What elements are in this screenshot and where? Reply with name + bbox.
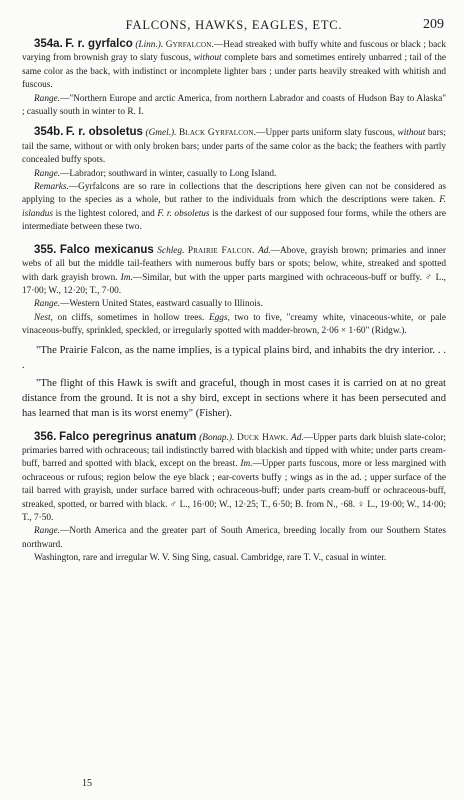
emphasis: F. r. obsoletus (157, 208, 210, 219)
remarks-text: is the darkest of our supposed four forms, while the others are intermediate between these two. (22, 208, 446, 233)
nest (22, 312, 446, 339)
common-name: Black Gyrfalcon. (178, 128, 257, 139)
description-text: —Head streaked with buffy white and fuscous or black ; back varying from brownish gray to slaty fuscous, (22, 40, 446, 64)
quote-paragraph: "The Prairie Falcon, as the name implies, is a typical plains bird, and inhabits the dry interior. . . . (22, 344, 446, 371)
entry-356 (22, 431, 446, 566)
entry-354b (22, 126, 446, 234)
local-records: Washington, rare and irregular W. V. Sing Sing, casual. Cambridge, rare T. V., casual in winter. (34, 553, 387, 564)
description-text: —Upper parts uniform slaty fuscous, (256, 128, 398, 139)
emphasis: without (193, 53, 222, 64)
species-name: Falco peregrinus anatum (59, 430, 197, 443)
range (22, 298, 446, 311)
range (22, 168, 446, 181)
description-text: —Above, grayish brown; primaries and inner webs of all but the middle tail-feathers with numerous buffy bars or spots; below, white, streaked and spotted with dark grayish brown. (22, 245, 447, 283)
species-authority: (Linn.). (135, 40, 164, 50)
quote-paragraph: "The flight of this Hawk is swift and graceful, though in most cases it is carried on at no great distance from the ground. It is not a shy bird, except in sections where it has been persecuted and has learned that man is its worst enemy" (Fisher). (22, 377, 446, 420)
emphasis: without (397, 128, 426, 139)
range-label: Range. (34, 526, 61, 537)
adult-label: Ad. (258, 245, 271, 256)
eggs-text: two to five, "creamy white, vinaceous-white, or pale vinaceous-buffy, sprinkled, speckled, or irregularly spotted with madder-brown, 2·06 × 1·60" (Ridgw.). (22, 312, 446, 337)
remarks-label: Remarks. (34, 182, 69, 193)
common-name: Gyrfalcon. (165, 40, 214, 50)
range-text: —Western United States, eastward casually to Illinois. (60, 299, 263, 310)
species-number: 354b. (34, 126, 64, 139)
range-label: Range. (34, 168, 61, 179)
range (22, 525, 446, 552)
description-text: —Similar, but with the upper parts margined with ochraceous-buff or buffy. ♂ L., 17·00; W., 12·20; T., 7·00. (22, 272, 447, 296)
page-header (22, 14, 446, 38)
range-label: Range. (34, 93, 61, 104)
remarks (22, 181, 446, 235)
description-text: —Upper parts fuscous, more or less margined with ochraceous or rufous; region below the eye black ; ear-coverts buffy ; wings as in the ad. ; upper surface of the tail barred with grayish, under surface barred with ochraceous-buff; under parts cream-buff or ochraceous-buff, streaked, spotted, or barred with black. ♂ L., 16·00; W., 12·25; T., 6·50; B. from N., ·68. ♀ L., 19·00; W., 14·00; T., 7·50. (22, 459, 446, 523)
species-number: 355. (34, 243, 57, 256)
description (22, 431, 446, 526)
species-authority: Schleg. (157, 245, 185, 256)
species-name: F. r. obsoletus (65, 126, 143, 139)
description (22, 244, 446, 299)
eggs-label: Eggs, (208, 312, 230, 323)
quotation (22, 343, 446, 422)
running-head: FALCONS, HAWKS, EAGLES, ETC. (125, 18, 343, 32)
species-authority: (Gmel.). (145, 128, 177, 139)
printer-signature: 15 (82, 778, 92, 789)
immature-label: Im. (240, 459, 253, 470)
description (22, 38, 446, 93)
species-number: 356. (34, 430, 57, 443)
species-number: 354a. (34, 38, 63, 50)
immature-label: Im. (120, 272, 133, 283)
range-text: —North America and the greater part of South America, breeding locally from our Southern States northward. (22, 526, 446, 550)
entry-355 (22, 244, 446, 422)
range-text: —"Northern Europe and arctic America, from northern Labrador and coasts of Hudson Bay to Alaska" ; casually south in winter to R. I. (22, 93, 446, 118)
description-text: —Upper parts dark bluish slate-color; primaries barred with ochraceous; tail indistinctly barred with blackish and tipped with white; under parts cream-buff, barred and spotted with black, except on the breast. (22, 432, 447, 470)
nest-label: Nest, (34, 312, 53, 323)
remarks-text: is the lightest colored, and (53, 208, 158, 219)
species-name: F. r. gyrfalco (65, 38, 133, 50)
species-authority: (Bonap.). (199, 432, 235, 443)
description (22, 126, 446, 167)
common-name: Duck Hawk. (236, 432, 289, 443)
description-text: bars; tail the same, without or with only broken bars; under parts of the same color as the back; the feathers with partly concealed buffy spots. (22, 128, 446, 166)
nest-text: on cliffs, sometimes in hollow trees. (52, 312, 209, 323)
range-text: —Labrador; southward in winter, casually to Long Island. (60, 168, 277, 179)
description-text: complete bars and sometimes entirely unbarred ; tail of the same color as the back, with indistinct or incomplete lighter bars ; under parts heavily streaked with whitish and fuscous. (22, 53, 446, 91)
entry-354a (22, 38, 446, 119)
species-name: Falco mexicanus (59, 243, 154, 256)
remarks-text: —Gyrfalcons are so rare in collections that the descriptions here given can not be considered as applying to the species as a whole, but rather to the individuals from which the descriptions were taken. (22, 182, 446, 206)
emphasis: F. islandus (22, 195, 446, 219)
adult-label: Ad. (291, 432, 304, 443)
page-number: 209 (423, 17, 444, 32)
range-label: Range. (34, 299, 61, 310)
common-name: Prairie Falcon. (187, 245, 255, 256)
range (22, 93, 446, 120)
